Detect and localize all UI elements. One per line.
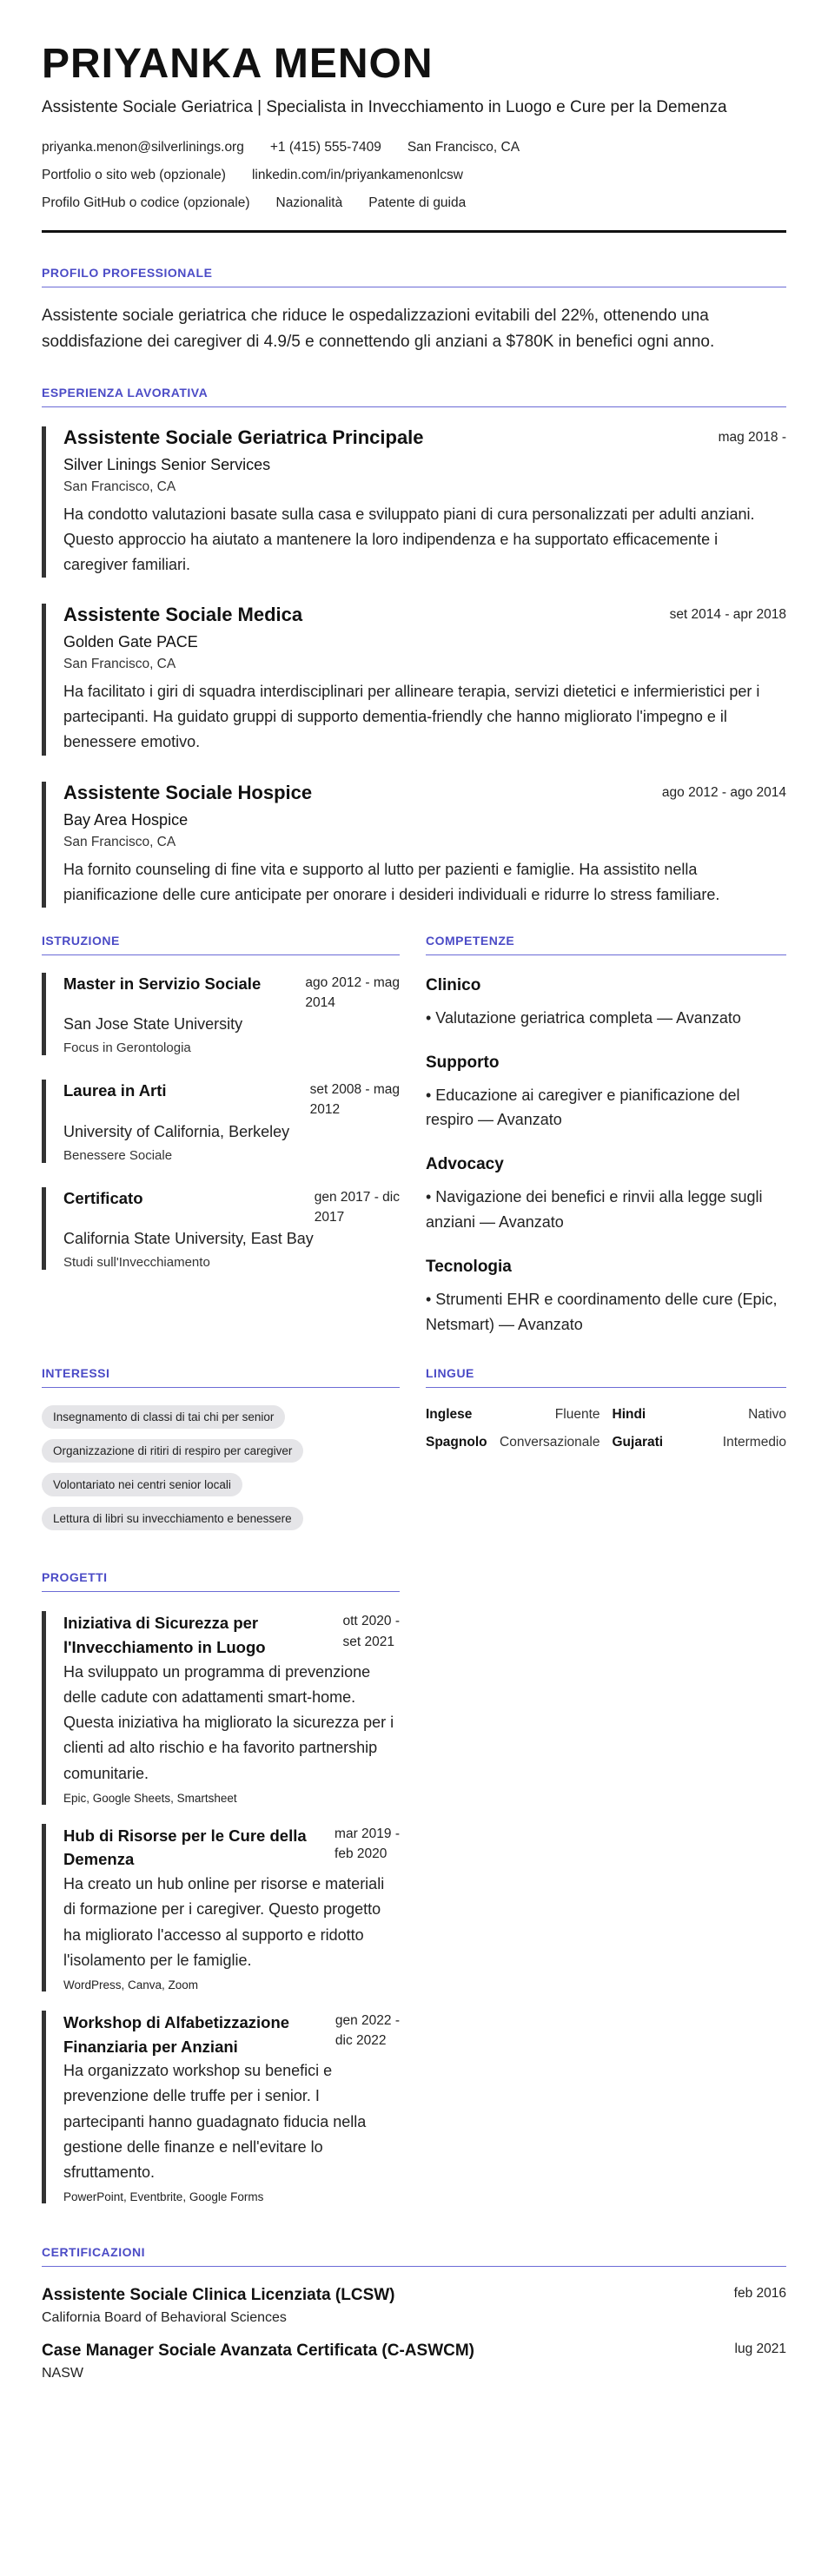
certification-date: lug 2021 [734,2342,786,2357]
language-level: Intermedio [722,1435,786,1450]
project-tools: Epic, Google Sheets, Smartsheet [63,1791,237,1805]
experience-item [42,782,786,908]
skill-group [426,1155,786,1235]
job-location: San Francisco, CA [63,479,176,494]
job-location: San Francisco, CA [63,657,176,672]
interests-languages-row [42,1366,786,1541]
skill-group [426,1258,786,1338]
section-title: LINGUE [426,1366,786,1388]
section-title: PROGETTI [42,1570,400,1592]
experience-section [42,386,786,908]
certification-issuer: California Board of Behavioral Sciences [42,2310,287,2326]
education-dates: gen 2017 - dic 2017 [314,1189,400,1225]
section-title: PROFILO PROFESSIONALE [42,266,786,287]
skill-item: • Strumenti EHR e coordinamento delle cure (Epic, Netsmart) — Avanzato [426,1290,778,1333]
resume-header [42,42,786,211]
job-title: Assistente Sociale Medica [63,604,303,626]
education-section [42,934,400,1360]
education-item [42,973,400,1055]
job-title: Assistente Sociale Hospice [63,781,313,803]
education-focus: Studi sull'Invecchiamento [63,1255,210,1270]
linkedin-link[interactable]: linkedin.com/in/priyankamenonlcsw [251,167,463,182]
certification-item [42,2286,786,2326]
project-description: Ha creato un hub online per risorse e materiali di formazione per i caregiver. Questo progetto ha migliorato l'accesso al supporto e ridotto l'isolamento per le famiglie. [63,1875,385,1969]
project-title: Workshop di Alfabetizzazione Finanziaria per Anziani [63,2012,290,2056]
certification-issuer: NASW [42,2366,83,2381]
project-tools: PowerPoint, Eventbrite, Google Forms [63,2190,264,2204]
interest-tag: Insegnamento di classi di tai chi per senior [42,1405,285,1429]
candidate-name: PRIYANKA MENON [42,41,434,87]
interest-tag: Volontariato nei centri senior locali [42,1473,242,1496]
school: University of California, Berkeley [63,1122,290,1140]
job-dates: ago 2012 - ago 2014 [661,784,786,800]
education-skills-row [42,934,786,1360]
projects-row [42,1570,786,2223]
project-tools: WordPress, Canva, Zoom [63,1978,199,1991]
interest-tag: Lettura di libri su invecchiamento e benessere [42,1507,303,1530]
contact-row [42,140,786,155]
degree: Certificato [63,1188,143,1207]
summary-section [42,266,786,356]
language-item [426,1435,600,1450]
skill-group [426,1054,786,1133]
skill-item: • Navigazione dei benefici e rinvii alla legge sugli anziani — Avanzato [426,1188,763,1232]
school: California State University, East Bay [63,1230,314,1248]
contact-row [42,195,786,211]
project-dates: ott 2020 - set 2021 [342,1614,400,1649]
projects-section [42,1570,400,2223]
job-description: Ha fornito counseling di fine vita e supporto al lutto per pazienti e famiglie. Ha assistito nella pianificazione delle cure anticipate per onorare i desideri individuali e ridurre lo stress familiare. [63,860,720,903]
certifications-section [42,2245,786,2381]
skill-item: • Educazione ai caregiver e pianificazione del respiro — Avanzato [426,1086,740,1129]
language-item [613,1435,787,1450]
job-description: Ha facilitato i giri di squadra interdisciplinari per allineare terapia, servizi dietetici e infermieristici per i partecipanti. Ha guidato gruppi di supporto dementia-friendly che hanno migliorato l'impegno e il benessere emotivo. [63,683,760,751]
project-dates: mar 2019 - feb 2020 [335,1826,400,1861]
project-description: Ha sviluppato un programma di prevenzione delle cadute con adattamenti smart-home. Questa iniziativa ha migliorato la sicurezza per i clienti ad alto rischio e ha favorito partnership comunitarie. [63,1662,394,1782]
project-description: Ha organizzato workshop su benefici e prevenzione delle truffe per i senior. I partecipanti hanno guadagnato fiducia nella gestione delle finanze e nell'evitare lo sfruttamento. [63,2062,367,2181]
language-level: Conversazionale [500,1435,600,1450]
nationality: Nazionalità [275,195,343,210]
project-item [42,2011,400,2203]
certification-date: feb 2016 [733,2286,786,2302]
project-dates: gen 2022 - dic 2022 [335,2012,400,2049]
education-item [42,1187,400,1270]
github-link[interactable]: Profilo GitHub o codice (opzionale) [42,195,250,210]
skill-category: Tecnologia [426,1257,512,1276]
phone-link[interactable]: +1 (415) 555-7409 [269,139,381,155]
certification-title: Assistente Sociale Clinica Licenziata (LCSW) [42,2286,395,2305]
headline: Assistente Sociale Geriatrica | Specialista in Invecchiamento in Luogo e Cure per la Demenza [42,97,727,116]
job-dates: set 2014 - apr 2018 [669,607,786,623]
location: San Francisco, CA [407,139,520,155]
section-title: INTERESSI [42,1366,400,1388]
project-title: Iniziativa di Sicurezza per l'Invecchiamento in Luogo [63,1614,266,1657]
portfolio-link[interactable]: Portfolio o sito web (opzionale) [42,167,226,182]
header-divider [42,230,786,233]
languages-section [426,1366,786,1541]
job-dates: mag 2018 - [718,429,786,445]
interests-section [42,1366,400,1541]
degree: Laurea in Arti [63,1081,167,1100]
employer: Silver Linings Senior Services [63,455,271,473]
section-title: ESPERIENZA LAVORATIVA [42,386,786,407]
degree: Master in Servizio Sociale [63,974,262,993]
language-name: Spagnolo [426,1435,487,1450]
language-item [426,1407,600,1423]
empty-column [426,1570,786,2223]
employer: Bay Area Hospice [63,810,189,829]
education-focus: Focus in Gerontologia [63,1040,191,1056]
contact-row [42,168,786,183]
language-level: Nativo [748,1407,786,1423]
job-location: San Francisco, CA [63,834,176,849]
certification-item [42,2342,786,2381]
language-name: Inglese [426,1407,473,1423]
education-item [42,1080,400,1162]
language-item [613,1407,787,1423]
language-name: Gujarati [612,1435,664,1450]
project-item [42,1611,400,1804]
project-item [42,1824,400,1991]
section-title: CERTIFICAZIONI [42,2245,786,2267]
experience-item [42,426,786,578]
section-title: COMPETENZE [426,934,786,955]
email-link[interactable]: priyanka.menon@silverlinings.org [42,139,244,155]
driving-license: Patente di guida [368,195,467,210]
skill-category: Clinico [426,975,481,994]
education-dates: ago 2012 - mag 2014 [305,974,400,1011]
interest-tag: Organizzazione di ritiri di respiro per caregiver [42,1439,303,1463]
skill-category: Advocacy [426,1155,504,1174]
job-title: Assistente Sociale Geriatrica Principale [63,426,424,448]
education-focus: Benessere Sociale [63,1147,173,1163]
skill-group [426,976,786,1031]
section-title: ISTRUZIONE [42,934,400,955]
project-title: Hub di Risorse per le Cure della Demenza [63,1826,307,1869]
school: San Jose State University [63,1015,243,1034]
certification-title: Case Manager Sociale Avanzata Certificata (C-ASWCM) [42,2342,474,2361]
skill-category: Supporto [426,1053,500,1072]
experience-item [42,604,786,755]
language-level: Fluente [554,1407,600,1423]
skills-section [426,934,786,1360]
employer: Golden Gate PACE [63,633,198,651]
summary-text: Assistente sociale geriatrica che riduce le ospedalizzazioni evitabili del 22%, ottenendo una soddisfazione dei caregiver di 4.9/5 e connettendo gli anziani a $780K in benefici ogni anno. [42,306,715,352]
education-dates: set 2008 - mag 2012 [309,1082,400,1118]
language-name: Hindi [612,1407,646,1423]
job-description: Ha condotto valutazioni basate sulla casa e sviluppato piani di cura personalizzati per adulti anziani. Questo approccio ha aiutato a mantenere la loro indipendenza e ha supportato efficacemente i caregiver familiari. [63,505,755,573]
skill-item: • Valutazione geriatrica completa — Avanzato [426,1008,741,1027]
